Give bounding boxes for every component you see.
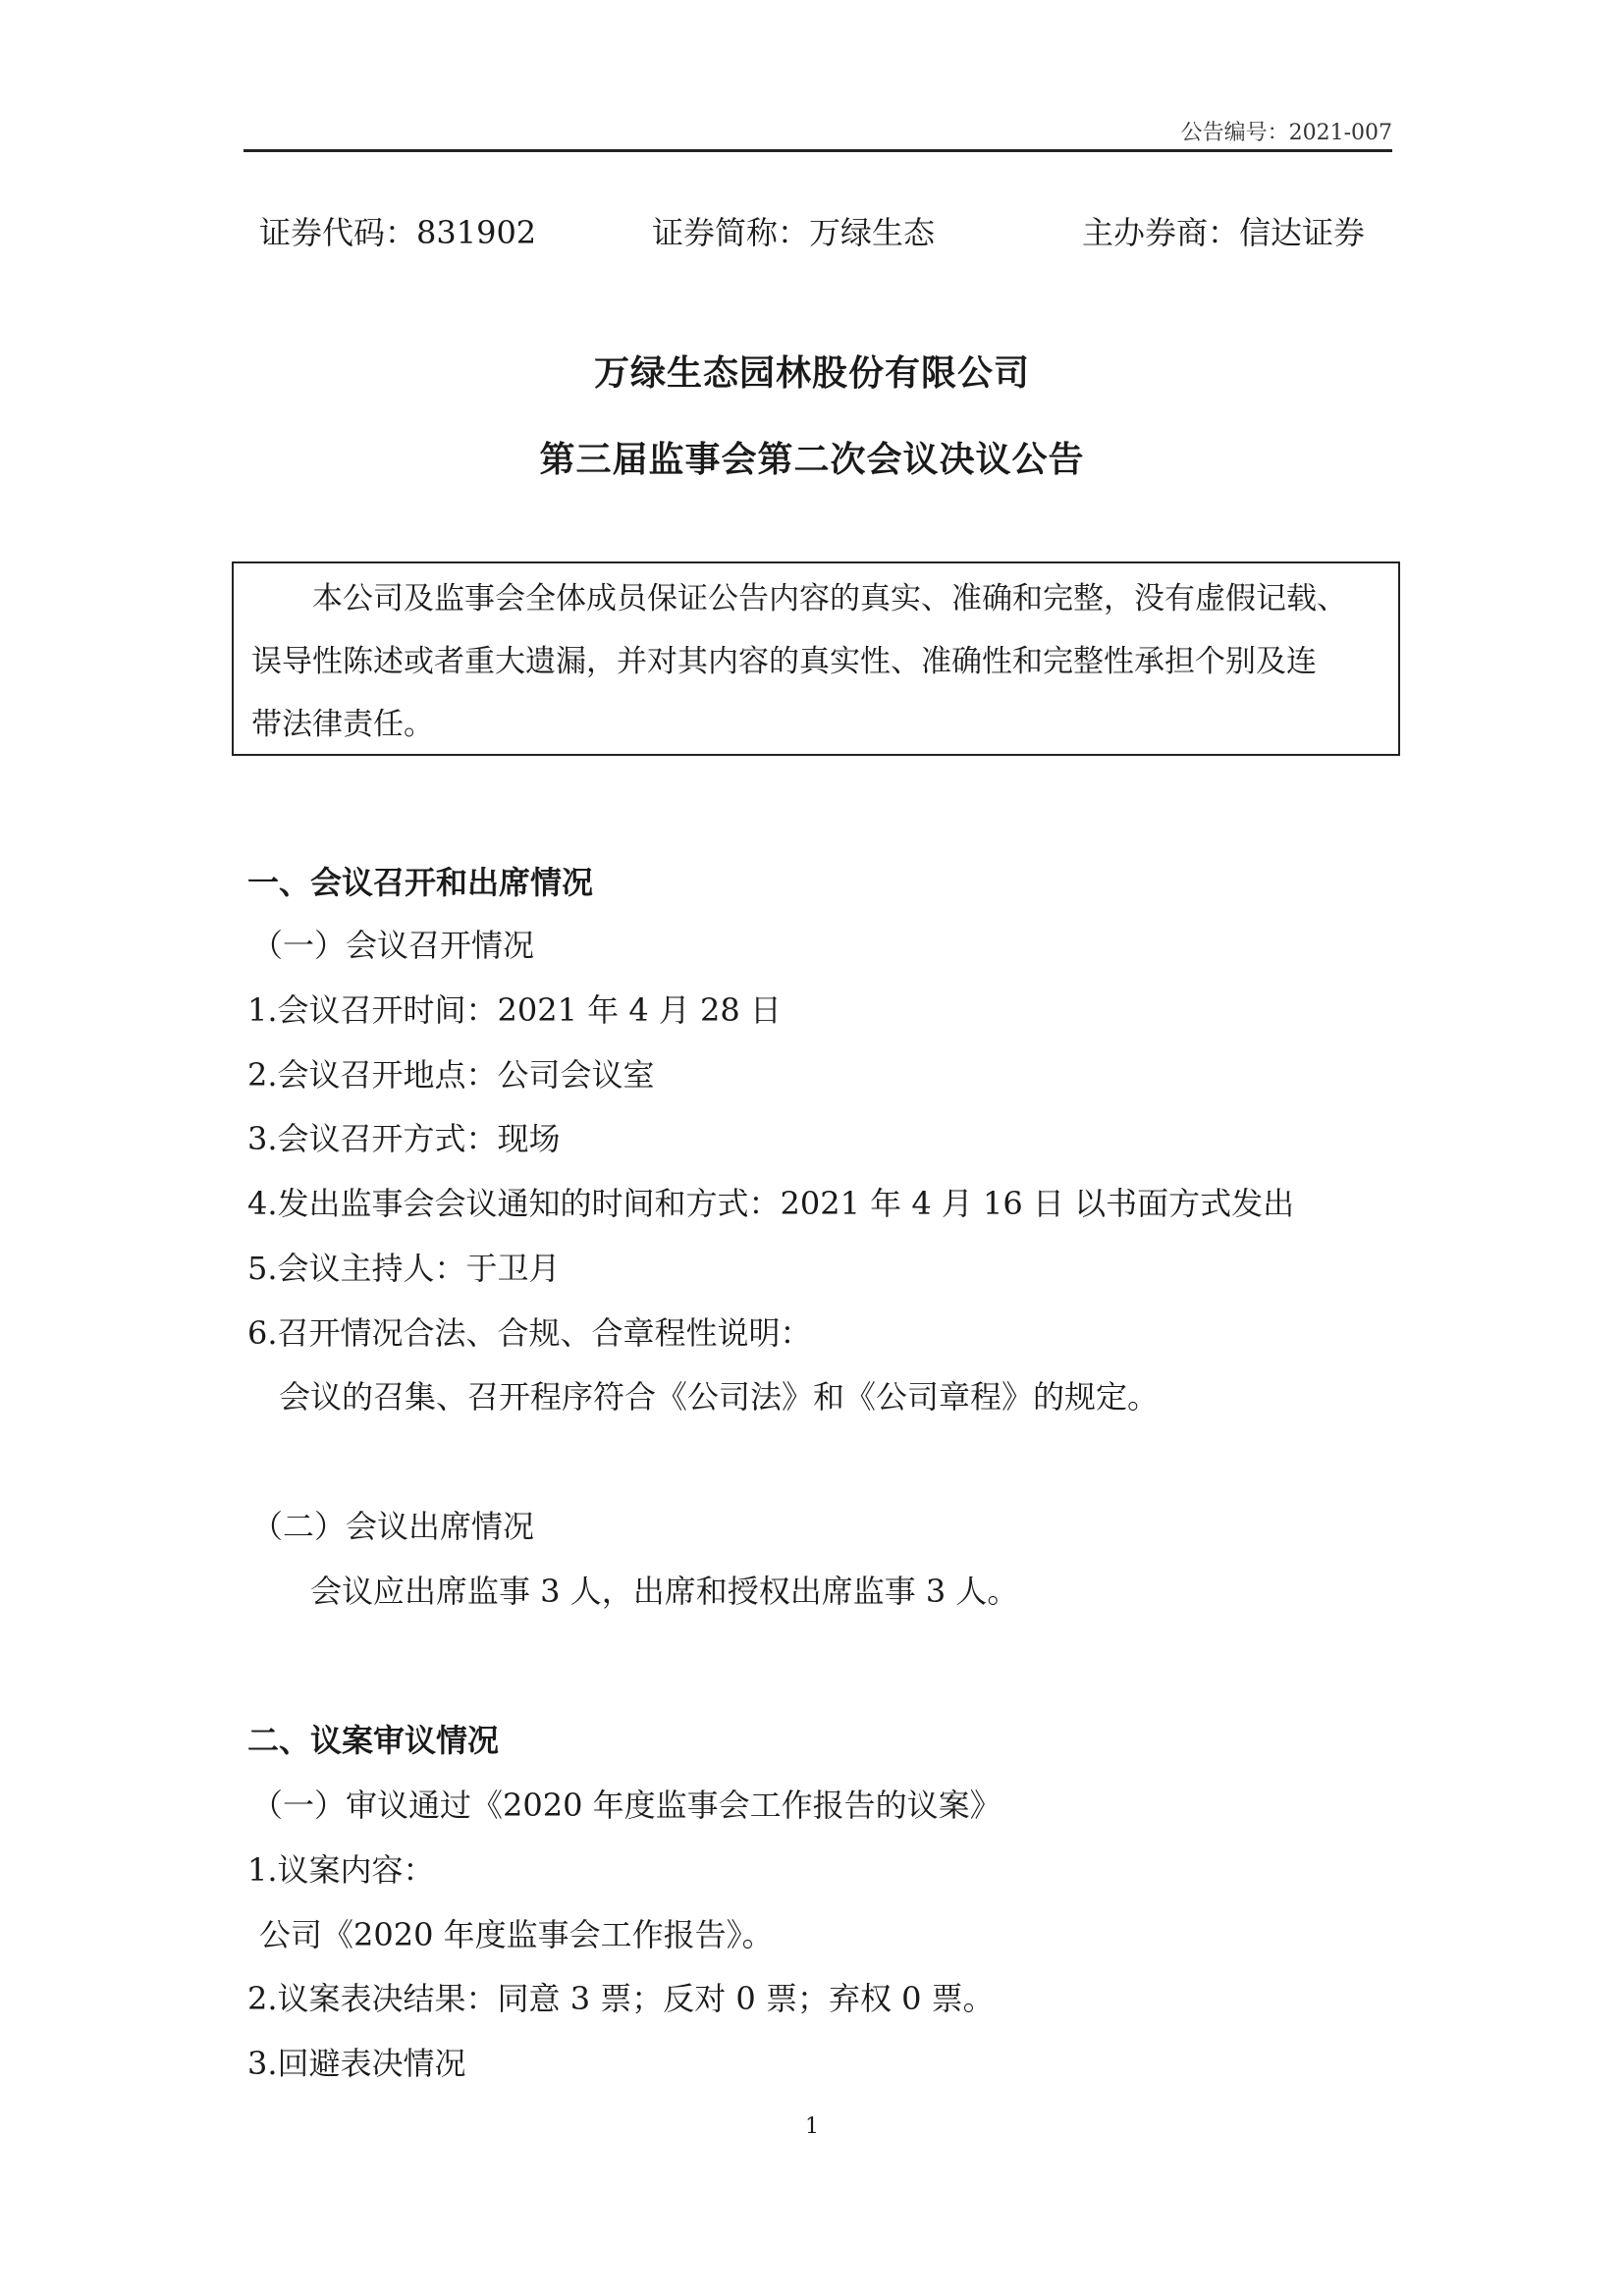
section-heading: 二、议案审议情况 <box>247 1722 500 1759</box>
announcement-subject: 第三届监事会第二次会议决议公告 <box>539 439 1085 480</box>
header-rule <box>244 149 1392 152</box>
subsection-heading: （一）会议召开情况 <box>251 927 535 964</box>
list-item: 2.议案表决结果：同意 3 票；反对 0 票；弃权 0 票。 <box>247 1980 995 2017</box>
list-item: 3.回避表决情况 <box>247 2045 466 2082</box>
list-item: 1.会议召开时间：2021 年 4 月 28 日 <box>247 991 782 1029</box>
attendance-statement: 会议应出席监事 3 人，出席和授权出席监事 3 人。 <box>310 1573 1019 1610</box>
list-item: 4.发出监事会会议通知的时间和方式：2021 年 4 月 16 日 以书面方式发出 <box>247 1185 1295 1222</box>
subsection-heading: （一）审议通过《2020 年度监事会工作报告的议案》 <box>251 1787 1001 1824</box>
company-title: 万绿生态园林股份有限公司 <box>593 352 1030 394</box>
legality-statement: 会议的召集、召开程序符合《公司法》和《公司章程》的规定。 <box>279 1378 1160 1415</box>
securities-code: 证券代码：831902 <box>259 214 537 251</box>
lead-broker: 主办券商：信达证券 <box>1082 214 1366 251</box>
list-item: 5.会议主持人：于卫月 <box>247 1250 561 1287</box>
subsection-heading: （二）会议出席情况 <box>251 1508 535 1545</box>
section-heading: 一、会议召开和出席情况 <box>247 864 594 901</box>
disclaimer-box <box>232 561 1400 756</box>
disclaimer-line: 带法律责任。 <box>251 707 434 742</box>
disclaimer-line: 误导性陈述或者重大遗漏，并对其内容的真实性、准确性和完整性承担个别及连 <box>251 644 1317 679</box>
disclaimer-line: 本公司及监事会全体成员保证公告内容的真实、准确和完整，没有虚假记载、 <box>312 581 1347 616</box>
motion-content: 公司《2020 年度监事会工作报告》。 <box>259 1916 774 1953</box>
list-item: 1.议案内容： <box>247 1851 435 1889</box>
securities-short-name: 证券简称：万绿生态 <box>652 214 936 251</box>
list-item: 3.会议召开方式：现场 <box>247 1120 561 1157</box>
list-item: 6.召开情况合法、合规、合章程性说明： <box>247 1314 812 1352</box>
list-item: 2.会议召开地点：公司会议室 <box>247 1056 655 1094</box>
page-number: 1 <box>805 2114 819 2139</box>
announcement-number: 公告编号：2021-007 <box>1180 121 1392 145</box>
